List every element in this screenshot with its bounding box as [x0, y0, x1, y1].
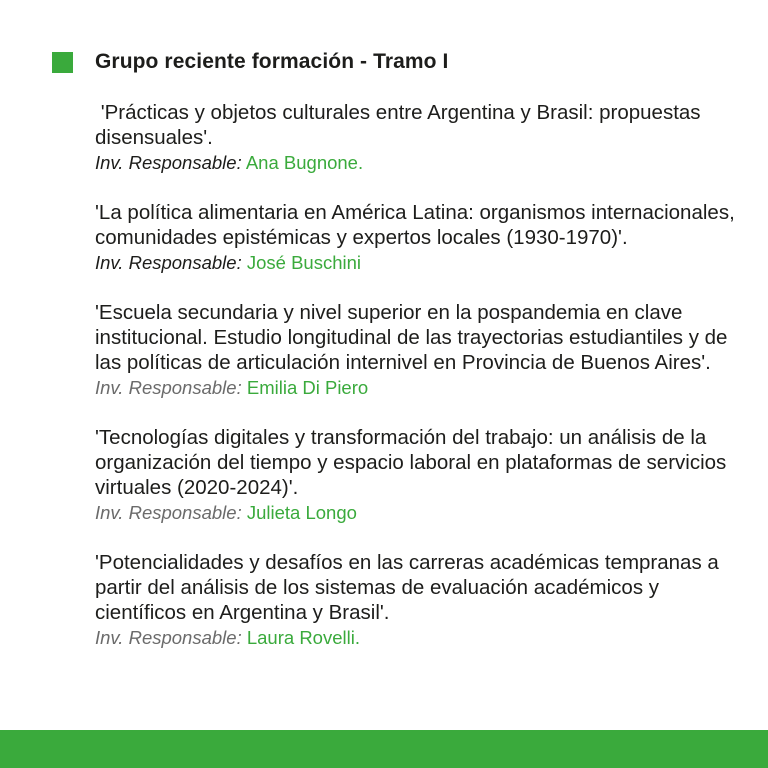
responsible-label: Inv. Responsable: — [95, 377, 242, 398]
footer-green-bar — [0, 730, 768, 768]
responsible-line — [95, 375, 735, 400]
responsible-line — [95, 150, 735, 175]
responsible-line — [95, 625, 735, 650]
project-entry-2 — [95, 200, 735, 275]
project-entry-5 — [95, 550, 735, 650]
responsible-label: Inv. Responsable: — [95, 502, 242, 523]
project-list — [95, 100, 735, 675]
responsible-label: Inv. Responsable: — [95, 152, 242, 173]
responsible-label: Inv. Responsable: — [95, 252, 242, 273]
responsible-name: Ana Bugnone. — [245, 152, 364, 173]
responsible-name: José Buschini — [246, 252, 362, 273]
project-title: 'La política alimentaria en América Latina: organismos internacionales, comunidades epistémicas y expertos locales (1930-1970)'. — [95, 201, 735, 249]
project-title: 'Tecnologías digitales y transformación del trabajo: un análisis de la organización del tiempo y espacio laboral en plataformas de servicios virtuales (2020-2024)'. — [95, 426, 727, 499]
section-title: Grupo reciente formación - Tramo I — [95, 50, 449, 73]
green-square-bullet-icon — [52, 52, 73, 73]
section-header — [52, 50, 448, 74]
responsible-label: Inv. Responsable: — [95, 627, 242, 648]
responsible-line — [95, 250, 735, 275]
responsible-name: Julieta Longo — [246, 502, 357, 523]
project-entry-3 — [95, 300, 735, 400]
responsible-name: Emilia Di Piero — [246, 377, 369, 398]
project-title: 'Escuela secundaria y nivel superior en la pospandemia en clave institucional. Estudio longitudinal de las trayectorias estudiantiles y de las políticas de articulación internivel en Provincia de Buenos Aires'. — [95, 301, 728, 374]
project-title: 'Potencialidades y desafíos en las carreras académicas tempranas a partir del análisis de los sistemas de evaluación académicos y científicos en Argentina y Brasil'. — [95, 551, 719, 624]
responsible-line — [95, 500, 735, 525]
responsible-name: Laura Rovelli. — [246, 627, 360, 648]
project-entry-1 — [95, 100, 735, 175]
project-title: 'Prácticas y objetos culturales entre Argentina y Brasil: propuestas disensuales'. — [95, 101, 707, 149]
project-entry-4 — [95, 425, 735, 525]
